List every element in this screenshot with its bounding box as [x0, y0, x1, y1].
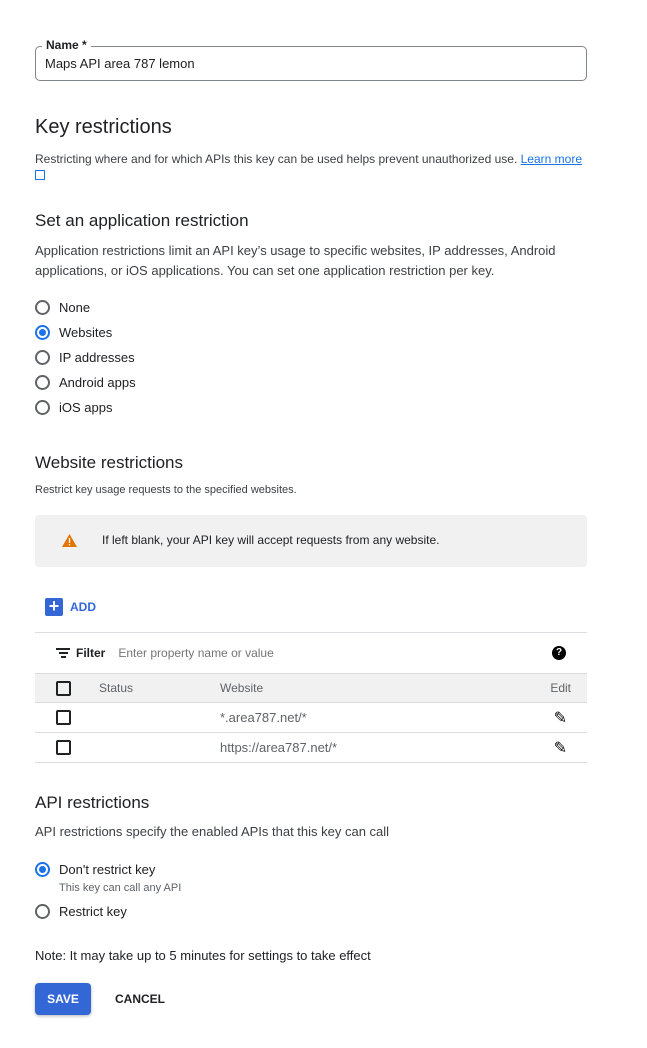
- app-restriction-title: Set an application restriction: [35, 211, 249, 230]
- filter-input[interactable]: [118, 646, 498, 660]
- column-website[interactable]: Website: [220, 681, 264, 695]
- column-status[interactable]: Status: [99, 681, 134, 695]
- radio-label: IP addresses: [59, 350, 135, 365]
- name-input[interactable]: [45, 56, 565, 71]
- add-label: ADD: [70, 600, 96, 614]
- column-edit: Edit: [550, 681, 571, 695]
- radio-ip-addresses[interactable]: [35, 350, 136, 365]
- key-restrictions-title: Key restrictions: [35, 116, 172, 138]
- radio-button[interactable]: [35, 375, 50, 390]
- radio-label: Android apps: [59, 375, 136, 390]
- website-cell: *.area787.net/*: [220, 710, 307, 725]
- radio-label: Don't restrict key: [59, 862, 156, 877]
- website-restrictions-description: Restrict key usage requests to the specified websites.: [35, 484, 297, 496]
- row-checkbox[interactable]: [56, 740, 71, 755]
- radio-ios-apps[interactable]: [35, 400, 136, 415]
- filter-bar: [35, 632, 587, 674]
- warning-banner: [35, 515, 587, 567]
- table-row: [35, 703, 587, 733]
- key-restrictions-description: [35, 151, 595, 184]
- radio-button[interactable]: [35, 300, 50, 315]
- website-cell: https://area787.net/*: [220, 740, 338, 755]
- cancel-button[interactable]: CANCEL: [115, 992, 165, 1006]
- settings-note: Note: It may take up to 5 minutes for settings to take effect: [35, 948, 371, 963]
- app-restriction-radio-group: [35, 300, 136, 415]
- radio-none[interactable]: [35, 300, 136, 315]
- radio-button[interactable]: [35, 862, 50, 877]
- help-icon[interactable]: ?: [552, 646, 566, 660]
- radio-websites[interactable]: [35, 325, 136, 340]
- api-restrictions-description: API restrictions specify the enabled APIs that this key can call: [35, 824, 390, 839]
- warning-text: If left blank, your API key will accept requests from any website.: [102, 533, 440, 547]
- radio-label: iOS apps: [59, 400, 113, 415]
- warning-icon: [62, 534, 77, 547]
- radio-button[interactable]: [35, 350, 50, 365]
- radio-label: None: [59, 300, 91, 315]
- radio-button[interactable]: [35, 904, 50, 919]
- radio-label: Restrict key: [59, 904, 127, 919]
- edit-pencil-icon[interactable]: ✎: [553, 709, 567, 727]
- table-header: [35, 674, 587, 703]
- radio-sublabel: This key can call any API: [59, 882, 182, 894]
- name-field[interactable]: [35, 46, 587, 81]
- api-restrictions-title: API restrictions: [35, 793, 150, 812]
- plus-icon: +: [45, 598, 63, 616]
- radio-android-apps[interactable]: [35, 375, 136, 390]
- name-field-label: Name *: [42, 38, 91, 52]
- external-link-icon[interactable]: [35, 170, 45, 180]
- radio-button[interactable]: [35, 325, 50, 340]
- website-restrictions-title: Website restrictions: [35, 453, 184, 472]
- description-text: Restricting where and for which APIs this key can be used helps prevent unauthorized use.: [35, 152, 518, 166]
- add-button[interactable]: [45, 598, 96, 616]
- select-all-checkbox[interactable]: [56, 681, 71, 696]
- radio-label: Websites: [59, 325, 113, 340]
- radio-restrict-key[interactable]: [35, 904, 127, 919]
- radio-button[interactable]: [35, 400, 50, 415]
- app-restriction-description: Application restrictions limit an API key’s usage to specific websites, IP addresses, Android applications, or iOS applications. You can set one application restriction per key.: [35, 243, 556, 278]
- filter-icon[interactable]: [56, 648, 70, 658]
- learn-more-link[interactable]: Learn more: [520, 152, 582, 166]
- save-button[interactable]: SAVE: [35, 983, 91, 1015]
- filter-label: Filter: [76, 646, 106, 660]
- table-row: [35, 733, 587, 763]
- radio-dont-restrict-key[interactable]: [35, 862, 155, 877]
- edit-pencil-icon[interactable]: ✎: [553, 739, 567, 757]
- row-checkbox[interactable]: [56, 710, 71, 725]
